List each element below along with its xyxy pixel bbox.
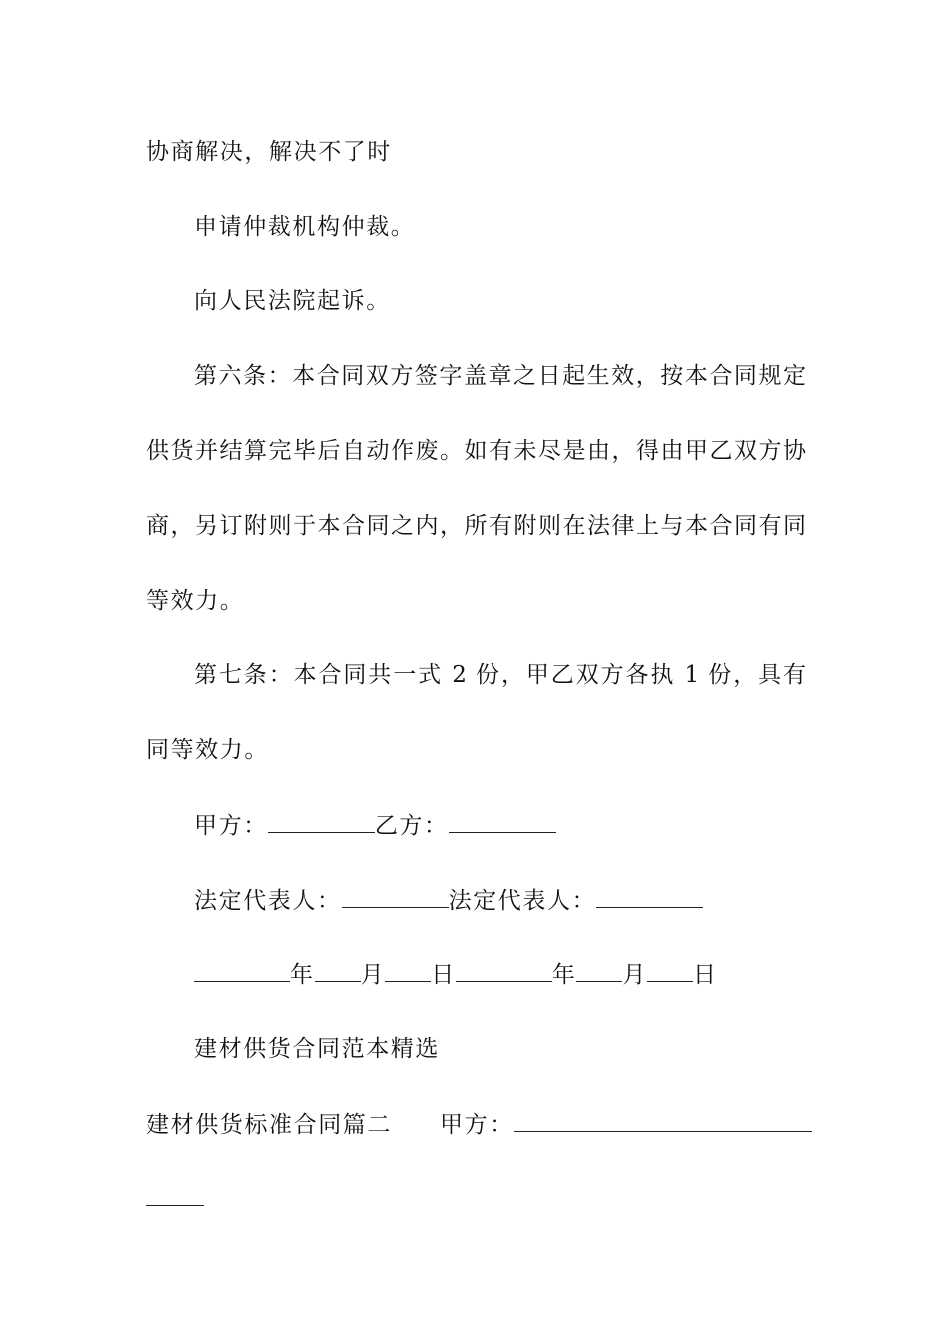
legal-representative-row	[194, 885, 703, 916]
rep-b-label: 法定代表人：	[448, 888, 597, 914]
article-six-line-2: 供货并结算完毕后自动作废。如有未尽是由，得由甲乙双方协	[146, 438, 806, 464]
day-b-label: 日	[693, 962, 718, 988]
rep-a-label: 法定代表人：	[194, 888, 342, 914]
paragraph-dispute-resolution: 协商解决，解决不了时	[146, 139, 392, 165]
party-b-blank	[449, 810, 556, 833]
day-a-label: 日	[431, 962, 456, 988]
article-six-line-3: 商，另订附则于本合同之内，所有附则在法律上与本合同有同	[146, 513, 806, 539]
month-a-blank	[315, 959, 361, 982]
party-signature-row	[194, 810, 556, 841]
party-a-field-label: 甲方：	[440, 1112, 514, 1138]
day-b-blank	[647, 959, 693, 982]
day-a-blank	[385, 959, 431, 982]
month-a-label: 月	[360, 962, 386, 988]
rep-b-blank	[596, 885, 703, 908]
article-seven-line-1: 第七条：本合同共一式 2 份，甲乙双方各执 1 份，具有	[194, 662, 806, 688]
party-a-field-blank	[514, 1109, 812, 1132]
article-seven-line-2: 同等效力。	[146, 737, 269, 763]
paragraph-arbitration: 申请仲裁机构仲裁。	[194, 214, 416, 240]
selected-template-title: 建材供货合同范本精选	[194, 1036, 440, 1062]
year-a-blank	[194, 959, 290, 982]
party-a-blank	[268, 810, 375, 833]
party-a-label: 甲方：	[194, 813, 268, 839]
date-row	[194, 959, 718, 990]
year-b-label: 年	[551, 962, 577, 988]
continuation-blank-row	[146, 1183, 204, 1214]
continuation-blank	[146, 1183, 204, 1206]
article-six-line-4: 等效力。	[146, 588, 245, 614]
paragraph-lawsuit: 向人民法院起诉。	[194, 288, 391, 314]
year-b-blank	[456, 959, 552, 982]
month-b-blank	[576, 959, 622, 982]
rep-a-blank	[342, 885, 449, 908]
section-two-title: 建材供货标准合同篇二	[146, 1112, 392, 1138]
article-six-line-1: 第六条：本合同双方签字盖章之日起生效，按本合同规定	[194, 363, 806, 389]
section-two-row	[146, 1109, 812, 1140]
month-b-label: 月	[622, 962, 648, 988]
year-a-label: 年	[290, 962, 315, 988]
party-b-label: 乙方：	[374, 813, 449, 839]
